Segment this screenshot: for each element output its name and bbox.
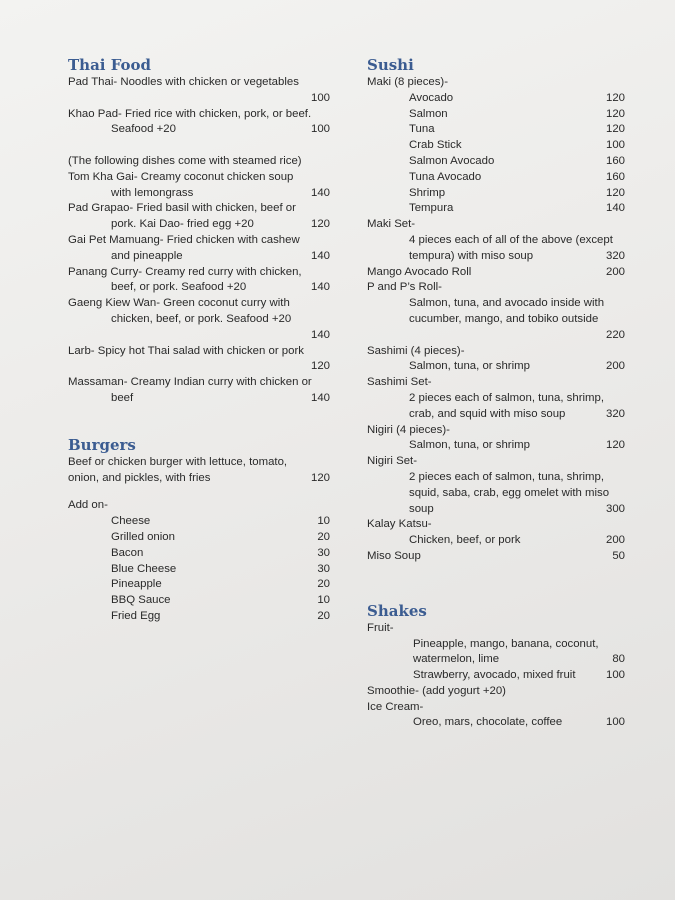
ice-cream-label: Ice Cream- bbox=[367, 700, 424, 713]
larb-price: 120 bbox=[310, 360, 330, 373]
addon-row bbox=[68, 577, 330, 593]
pad-grapao-desc: pork. Kai Dao- fried egg +20 bbox=[111, 218, 254, 231]
left-column bbox=[68, 55, 330, 625]
sashimi-label: Sashimi (4 pieces)- bbox=[367, 344, 465, 357]
pad-thai-price: 100 bbox=[310, 91, 330, 104]
miso-name: Miso Soup bbox=[367, 549, 421, 562]
nigiri-row bbox=[367, 438, 625, 454]
shakes-heading: Shakes bbox=[367, 601, 427, 620]
spacer bbox=[68, 138, 330, 154]
katsu-label: Kalay Katsu- bbox=[367, 518, 432, 531]
maki-row bbox=[367, 201, 625, 217]
khao-pad-seafood-row bbox=[68, 122, 330, 138]
fruit-row-2 bbox=[367, 668, 625, 684]
nigiri-set-label: Nigiri Set- bbox=[367, 455, 418, 468]
tom-kha-row bbox=[68, 186, 330, 202]
gaeng-item: Gaeng Kiew Wan- Green coconut curry with bbox=[68, 297, 290, 310]
massaman-price: 140 bbox=[310, 391, 330, 404]
ice-cream-desc: Oreo, mars, chocolate, coffee bbox=[413, 716, 563, 729]
pad-grapao-row bbox=[68, 217, 330, 233]
maki-row bbox=[367, 170, 625, 186]
panang-desc: beef, or pork. Seafood +20 bbox=[111, 281, 247, 294]
gaeng-price-row bbox=[68, 328, 330, 344]
addon-name: Cheese bbox=[111, 515, 151, 528]
nigiri-set-desc: 2 pieces each of salmon, tuna, shrimp, bbox=[409, 470, 605, 483]
mango-roll-price: 200 bbox=[605, 265, 625, 278]
maki-price: 160 bbox=[605, 170, 625, 183]
maki-name: Avocado bbox=[409, 91, 454, 104]
gai-pet-price: 140 bbox=[310, 249, 330, 262]
sashimi-set-desc: 2 pieces each of salmon, tuna, shrimp, bbox=[409, 391, 605, 404]
maki-set-label: Maki Set- bbox=[367, 218, 416, 231]
addon-price: 30 bbox=[317, 546, 330, 559]
maki-row bbox=[367, 186, 625, 202]
addon-price: 30 bbox=[317, 562, 330, 575]
gaeng-price: 140 bbox=[310, 328, 330, 341]
maki-label: Maki (8 pieces)- bbox=[367, 76, 449, 88]
addon-name: Bacon bbox=[111, 546, 144, 559]
addon-price: 20 bbox=[317, 609, 330, 622]
maki-name: Tuna bbox=[409, 123, 435, 136]
maki-price: 140 bbox=[605, 202, 625, 215]
nigiri-set-row bbox=[367, 502, 625, 518]
fruit-desc-2: watermelon, lime bbox=[413, 653, 500, 666]
nigiri-set-desc-2: squid, saba, crab, egg omelet with miso bbox=[409, 486, 610, 499]
khao-pad-price: 100 bbox=[310, 123, 330, 136]
thai-food-heading: Thai Food bbox=[68, 56, 152, 74]
burger-desc-row bbox=[68, 471, 330, 487]
addon-price: 20 bbox=[317, 530, 330, 543]
addon-row bbox=[68, 546, 330, 562]
nigiri-set-desc-3: soup bbox=[409, 502, 434, 515]
pp-roll-label: P and P’s Roll- bbox=[367, 281, 442, 294]
maki-name: Salmon bbox=[409, 107, 448, 120]
addon-row bbox=[68, 530, 330, 546]
burger-price: 120 bbox=[310, 471, 330, 484]
addon-row bbox=[68, 514, 330, 530]
mango-roll-name: Mango Avocado Roll bbox=[367, 265, 472, 278]
ice-cream-price: 100 bbox=[605, 716, 625, 729]
panang-row bbox=[68, 280, 330, 296]
gai-pet-desc: and pineapple bbox=[111, 249, 183, 262]
spacer bbox=[68, 407, 330, 435]
pad-grapao-item: Pad Grapao- Fried basil with chicken, beef or bbox=[68, 202, 296, 215]
pp-roll-desc: Salmon, tuna, and avocado inside with bbox=[409, 297, 605, 310]
addon-name: Pineapple bbox=[111, 578, 162, 591]
sashimi-row bbox=[367, 359, 625, 375]
fruit-price-2: 100 bbox=[605, 669, 625, 682]
khao-pad-item: Khao Pad- Fried rice with chicken, pork, or beef. bbox=[68, 107, 312, 120]
fruit-label: Fruit- bbox=[367, 621, 394, 634]
katsu-price: 200 bbox=[605, 534, 625, 547]
maki-name: Shrimp bbox=[409, 186, 446, 199]
maki-name: Salmon Avocado bbox=[409, 154, 495, 167]
gai-pet-item: Gai Pet Mamuang- Fried chicken with cashew bbox=[68, 233, 300, 246]
maki-name: Tuna Avocado bbox=[409, 170, 482, 183]
pad-grapao-price: 120 bbox=[310, 218, 330, 231]
addon-label: Add on- bbox=[68, 499, 108, 512]
katsu-row bbox=[367, 533, 625, 549]
spacer bbox=[367, 565, 625, 601]
maki-row bbox=[367, 138, 625, 154]
panang-price: 140 bbox=[310, 281, 330, 294]
maki-name: Crab Stick bbox=[409, 139, 462, 152]
khao-pad-seafood: Seafood +20 bbox=[111, 123, 176, 136]
maki-price: 120 bbox=[605, 186, 625, 199]
maki-row bbox=[367, 107, 625, 123]
burger-desc-2: onion, and pickles, with fries bbox=[68, 471, 211, 484]
pp-roll-price: 220 bbox=[605, 328, 625, 341]
sashimi-desc: Salmon, tuna, or shrimp bbox=[409, 360, 530, 373]
maki-price: 100 bbox=[605, 139, 625, 152]
larb-item: Larb- Spicy hot Thai salad with chicken or pork bbox=[68, 344, 304, 357]
nigiri-desc: Salmon, tuna, or shrimp bbox=[409, 439, 530, 452]
miso-row bbox=[367, 549, 625, 565]
addon-row bbox=[68, 593, 330, 609]
pad-thai-item: Pad Thai- Noodles with chicken or vegetables bbox=[68, 76, 299, 88]
sushi-heading: Sushi bbox=[367, 56, 414, 74]
larb-price-row bbox=[68, 359, 330, 375]
maki-set-price: 320 bbox=[605, 249, 625, 262]
addon-price: 20 bbox=[317, 578, 330, 591]
addon-name: Grilled onion bbox=[111, 530, 175, 543]
ice-cream-row bbox=[367, 715, 625, 731]
addon-name: Fried Egg bbox=[111, 609, 161, 622]
burgers-heading: Burgers bbox=[68, 435, 136, 454]
nigiri-label: Nigiri (4 pieces)- bbox=[367, 423, 450, 436]
fruit-desc: Pineapple, mango, banana, coconut, bbox=[413, 637, 599, 650]
massaman-row bbox=[68, 391, 330, 407]
addon-name: Blue Cheese bbox=[111, 562, 177, 575]
pp-roll-price-row bbox=[367, 328, 625, 344]
massaman-item: Massaman- Creamy Indian curry with chicken or bbox=[68, 376, 312, 389]
maki-set-row bbox=[367, 249, 625, 265]
addon-row bbox=[68, 609, 330, 625]
mango-roll-row bbox=[367, 265, 625, 281]
fruit-desc-3: Strawberry, avocado, mixed fruit bbox=[413, 669, 576, 682]
sashimi-set-row bbox=[367, 407, 625, 423]
fruit-price: 80 bbox=[612, 653, 625, 666]
nigiri-set-price: 300 bbox=[605, 502, 625, 515]
gaeng-desc: chicken, beef, or pork. Seafood +20 bbox=[111, 312, 292, 325]
addon-row bbox=[68, 562, 330, 578]
addon-name: BBQ Sauce bbox=[111, 594, 171, 607]
sashimi-set-desc-2: crab, and squid with miso soup bbox=[409, 407, 566, 420]
tom-kha-item: Tom Kha Gai- Creamy coconut chicken soup bbox=[68, 170, 294, 183]
maki-price: 120 bbox=[605, 123, 625, 136]
right-column bbox=[367, 55, 625, 731]
maki-set-desc-2: tempura) with miso soup bbox=[409, 249, 534, 262]
maki-row bbox=[367, 122, 625, 138]
katsu-desc: Chicken, beef, or pork bbox=[409, 534, 521, 547]
maki-row bbox=[367, 154, 625, 170]
maki-price: 120 bbox=[605, 91, 625, 104]
maki-set-desc: 4 pieces each of all of the above (except bbox=[409, 233, 613, 246]
miso-price: 50 bbox=[612, 549, 625, 562]
rice-note: (The following dishes come with steamed rice) bbox=[68, 154, 302, 167]
sashimi-set-price: 320 bbox=[605, 407, 625, 420]
burger-desc: Beef or chicken burger with lettuce, tomato, bbox=[68, 455, 288, 468]
maki-name: Tempura bbox=[409, 202, 454, 215]
massaman-desc: beef bbox=[111, 391, 134, 404]
sashimi-price: 200 bbox=[605, 360, 625, 373]
nigiri-price: 120 bbox=[605, 439, 625, 452]
sashimi-set-label: Sashimi Set- bbox=[367, 376, 432, 389]
addon-price: 10 bbox=[317, 515, 330, 528]
tom-kha-desc: with lemongrass bbox=[111, 186, 194, 199]
maki-price: 120 bbox=[605, 107, 625, 120]
addon-price: 10 bbox=[317, 594, 330, 607]
tom-kha-price: 140 bbox=[310, 186, 330, 199]
pad-thai-price-row bbox=[68, 91, 330, 107]
smoothie-label: Smoothie- (add yogurt +20) bbox=[367, 684, 506, 697]
maki-row bbox=[367, 91, 625, 107]
maki-price: 160 bbox=[605, 154, 625, 167]
gai-pet-row bbox=[68, 249, 330, 265]
spacer bbox=[68, 486, 330, 498]
panang-item: Panang Curry- Creamy red curry with chicken, bbox=[68, 265, 302, 278]
fruit-row bbox=[367, 652, 625, 668]
pp-roll-desc-2: cucumber, mango, and tobiko outside bbox=[409, 312, 599, 325]
